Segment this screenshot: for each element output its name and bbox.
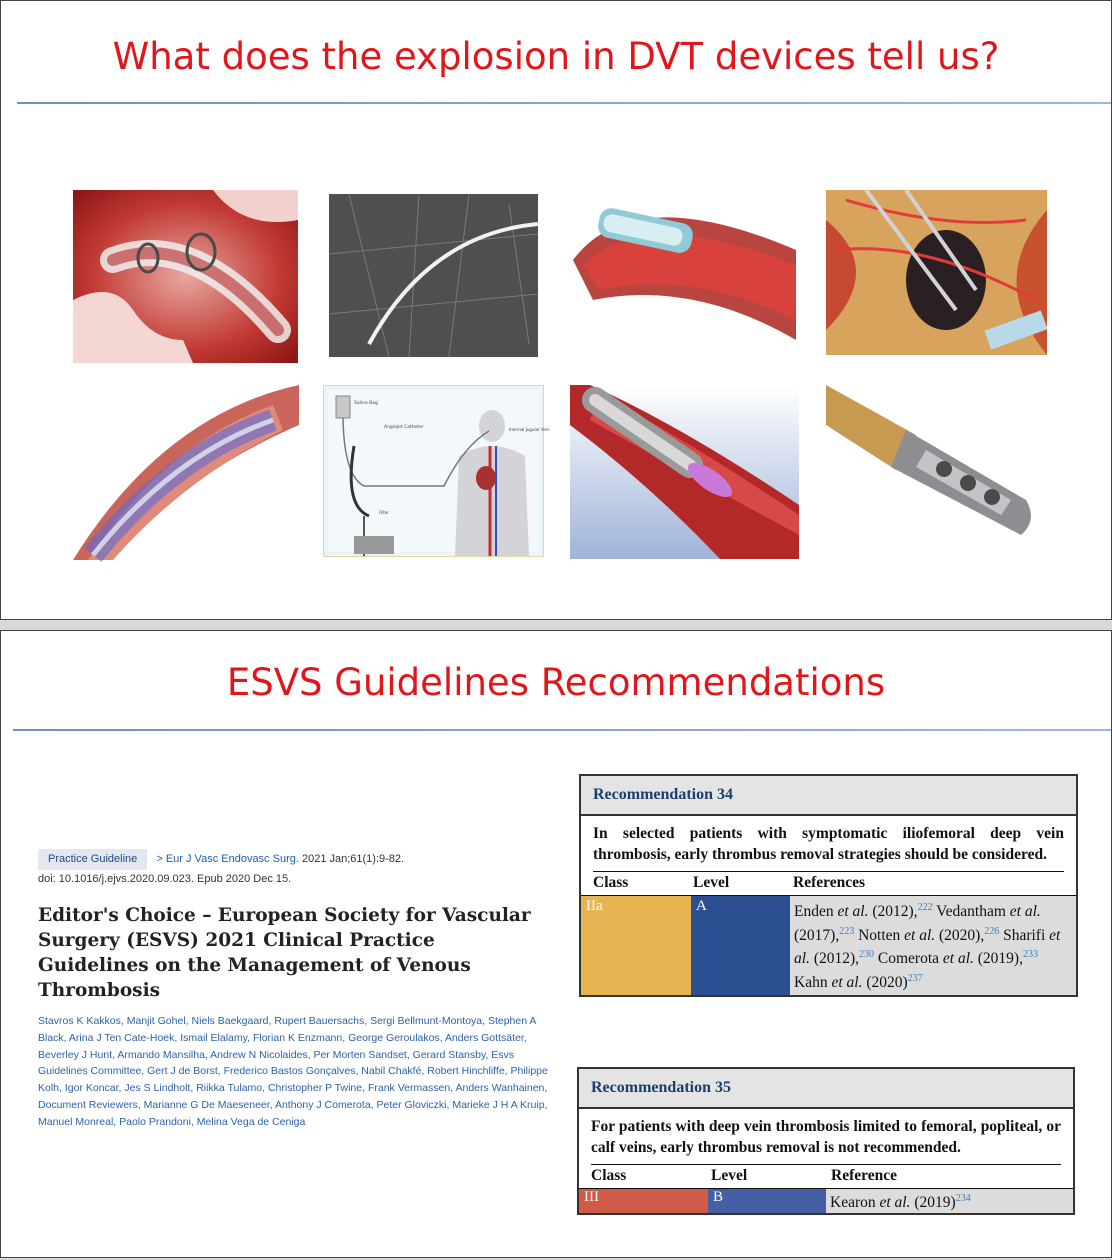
diagram-label-angiojet: AngioJet Catheter: [384, 425, 424, 430]
class-cell: IIa: [581, 896, 691, 995]
recommendation-heading: Recommendation 34: [581, 776, 1076, 816]
diagram-label-jugular: Internal Jugular Vein: [509, 427, 550, 432]
recommendation-text: In selected patients with symptomatic iliofemoral deep vein thrombosis, early thrombus removal strategies should be considered.: [593, 825, 1064, 863]
level-cell: B: [708, 1189, 826, 1213]
slide-title: ESVS Guidelines Recommendations: [226, 661, 886, 704]
recommendation-35-table: [577, 1067, 1075, 1215]
aspiration-catheter-vein-image: [570, 385, 799, 559]
column-headers: [591, 1164, 1061, 1188]
recommendation-text: For patients with deep vein thrombosis limited to femoral, popliteal, or calf veins, early thrombus removal is not recommended.: [591, 1118, 1061, 1156]
recommendation-34-table: [579, 774, 1078, 997]
surgical-thrombectomy-image: [826, 190, 1047, 355]
slide-dvt-devices: [0, 0, 1112, 620]
recommendation-row: [579, 1188, 1073, 1213]
col-level: Level: [711, 1167, 748, 1184]
pubmed-citation: [38, 849, 558, 1131]
diagram-label-saline: Saline Bag: [354, 401, 378, 406]
slide-esvs-guidelines: [0, 630, 1112, 1258]
class-cell: III: [579, 1189, 708, 1213]
catheter-directed-thrombolysis-diagram: [323, 385, 550, 557]
publication-date: 2021 Jan;61(1):9-82.: [301, 853, 405, 865]
reference-notten: Notten et al. (2020),$^{226}$: [854, 925, 1000, 944]
diagram-label-filter: Filter: [379, 510, 389, 515]
slide-title: What does the explosion in DVT devices tell us?: [112, 35, 1000, 78]
reference-comerota: Comerota et al. (2019),$^{233}$: [874, 949, 1038, 968]
thrombectomy-catheter-image: [73, 190, 298, 363]
col-references: References: [793, 874, 866, 891]
recommendation-row: [581, 895, 1076, 995]
mesh-stent-retriever-image: [73, 385, 299, 560]
rotational-thrombectomy-tip-image: [826, 385, 1047, 558]
venogram-guidewire-image: [329, 194, 538, 357]
col-reference: Reference: [831, 1167, 897, 1184]
reference-cell: [826, 1189, 1073, 1213]
reference-kearon: Kearon et al. $(2019)^{234}$: [830, 1193, 971, 1212]
author-list[interactable]: Stavros K Kakkos, Manjit Gohel, Niels Baekgaard, Rupert Bauersachs, Sergi Bellmunt-Montoya, Stephen A Black, Arina J Ten Cate-Hoek, Ismail Elalamy, Florian K Enzmann, George Geroulakos, Anders Gottsäter, Beverley J Hunt, Armando Mansilha, Andrew N Nicolaides, Per Morten Sandset, Gerard Stansby, Esvs Guidelines Committee, Gert J de Borst, Frederico Bastos Gonçalves, Nabil Chakfé, Robert Hinchliffe, Philippe Kolh, Igor Koncar, Jes S Lindholt, Riikka Tulamo, Christopher P Twine, Frank Vermassen, Anders Wanhainen, Document Reviewers, Marianne G De Maeseneer, Anthony J Comerota, Peter Gloviczki, Marieke J H A Kruip, Manuel Monreal, Paolo Prandoni, Melina Vega de Ceniga: [38, 1015, 548, 1128]
level-cell: A: [691, 896, 790, 995]
reference-vedantham: Vedantham et al. (2017),$^{223}$: [794, 903, 1041, 944]
col-class: Class: [593, 874, 629, 891]
reference-kahn: Kahn et al. $(2020)^{237}$: [794, 972, 923, 992]
reference-enden: Enden et al. (2012),$^{222}$: [794, 902, 933, 921]
paper-title: Editor's Choice – European Society for Vascular Surgery (ESVS) 2021 Clinical Practice Guidelines on the Management of Venous Thrombosis: [38, 905, 531, 1001]
journal-link[interactable]: > Eur J Vasc Endovasc Surg.: [156, 853, 299, 865]
reference-sharifi: Sharifi et al. (2012),$^{230}$: [794, 926, 1061, 968]
recommendation-heading: Recommendation 35: [579, 1069, 1073, 1109]
col-level: Level: [693, 874, 730, 891]
col-class: Class: [591, 1167, 627, 1184]
column-headers: [593, 871, 1064, 895]
doi-line: doi: 10.1016/j.ejvs.2020.09.023. Epub 2020 Dec 15.: [38, 873, 292, 885]
balloon-catheter-vein-image: [573, 190, 796, 345]
citation-meta: [38, 849, 558, 870]
title-divider: [17, 102, 1111, 104]
references-cell: [790, 896, 1076, 995]
title-divider: [13, 729, 1111, 731]
article-type-badge: Practice Guideline: [38, 849, 147, 870]
